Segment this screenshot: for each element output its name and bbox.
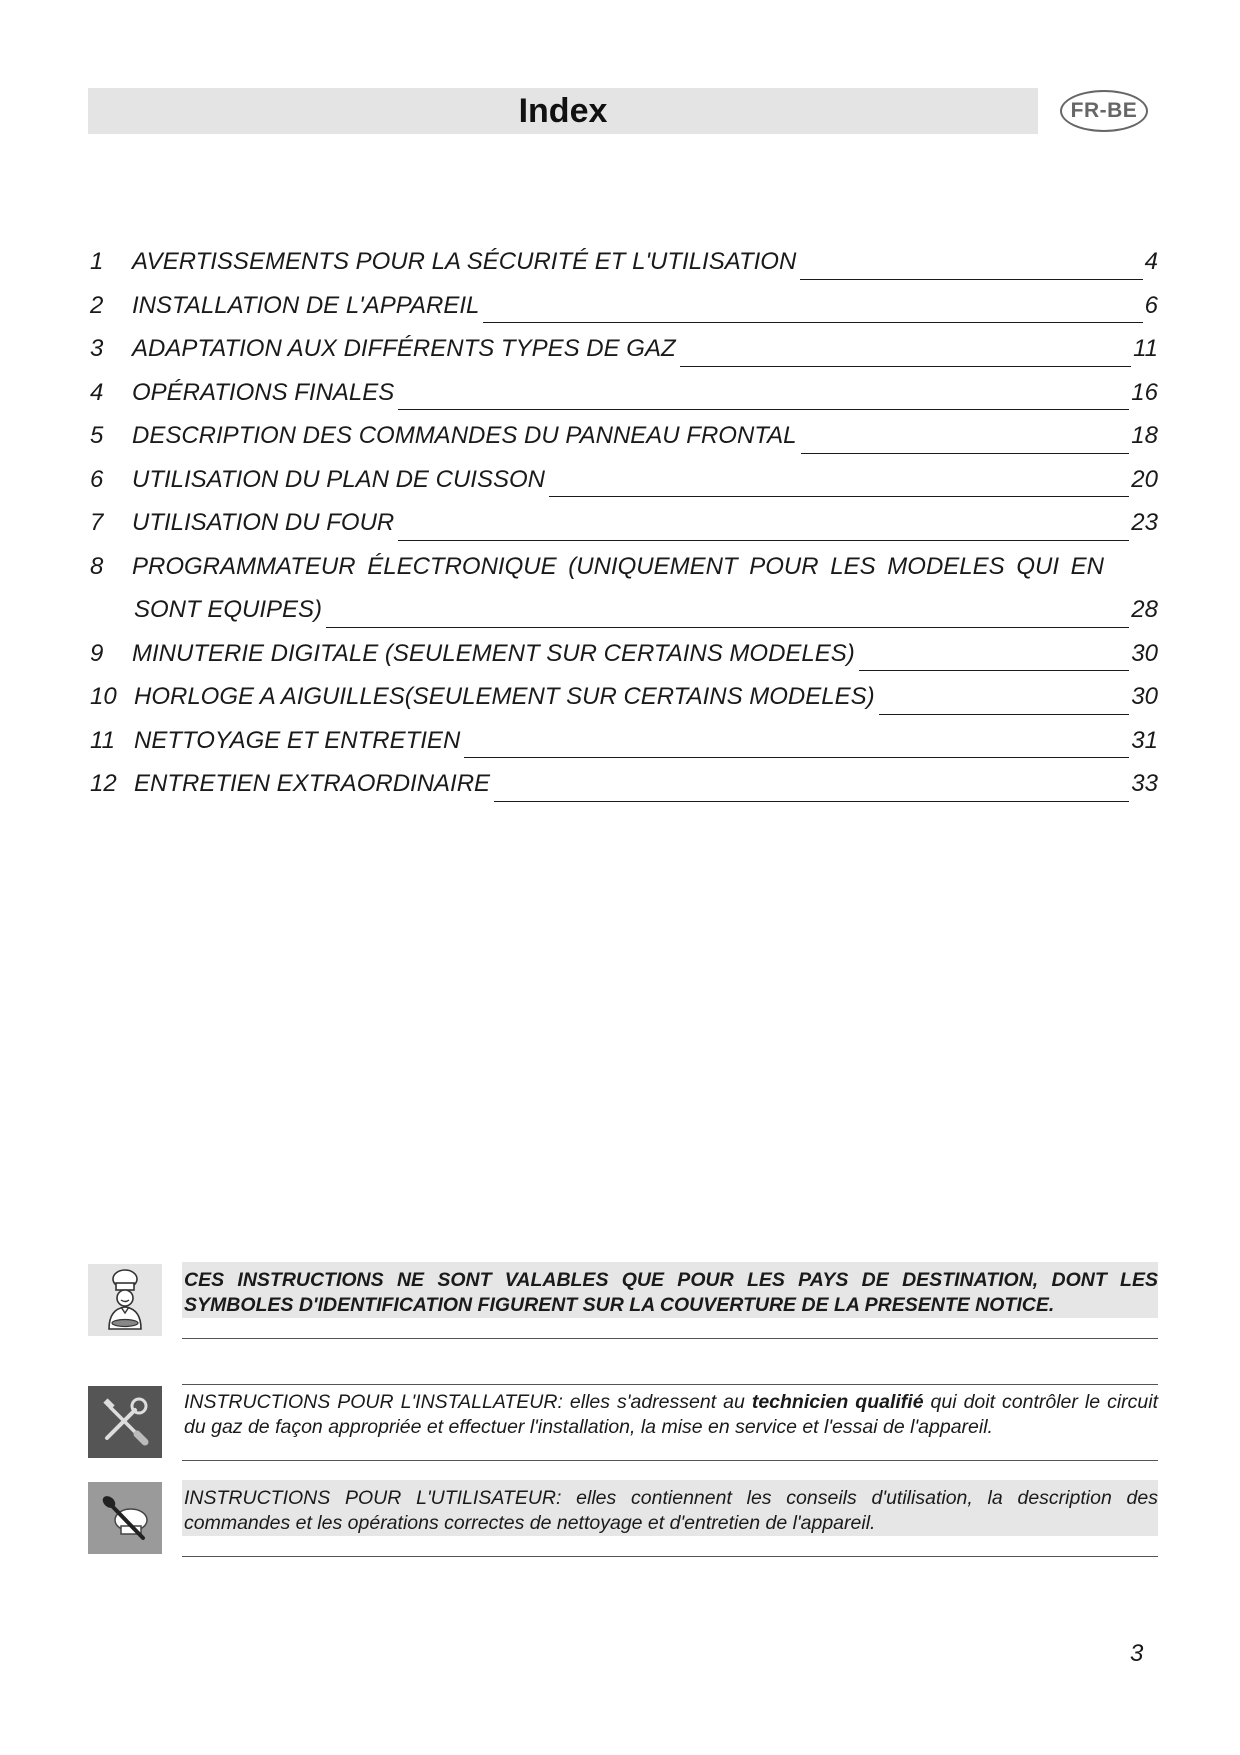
note-destination-text: CES INSTRUCTIONS NE SONT VALABLES QUE POUR LES PAYS DE DESTINATION, DONT LES SYMBOLES D'IDENTIFICATION FIGURENT SUR LA COUVERTURE DE LA PRESENTE NOTICE. [184,1269,1158,1316]
toc-entry-title: HORLOGE A AIGUILLES(SEULEMENT SUR CERTAINS MODELES) [134,683,875,710]
toc-leader-line [879,713,1130,715]
toc-entry[interactable] [90,248,1158,292]
toc-leader-line [483,321,1142,323]
toc-entry-page: 20 [1131,465,1158,493]
spoon-chef-hat-icon [88,1482,162,1554]
toc-entry[interactable] [90,422,1158,466]
note-divider [182,1556,1158,1557]
toc-entry[interactable] [90,379,1158,423]
toc-entry-number: 5 [90,422,104,449]
toc-entry-title: AVERTISSEMENTS POUR LA SÉCURITÉ ET L'UTILISATION [132,248,797,275]
note-installer-text [182,1384,1158,1440]
toc-leader-line [680,365,1131,367]
toc-leader-line [859,669,1130,671]
toc-entry-number: 7 [90,509,104,536]
toc-leader-line [801,452,1130,454]
toc-entry-page: 30 [1131,639,1158,667]
toc-entry[interactable] [90,770,1158,814]
toc-entry-page: 4 [1144,248,1158,275]
toc-entry-number: 10 [90,683,117,710]
toc-leader-line [494,800,1129,802]
note-divider [182,1338,1158,1339]
toc-entry[interactable] [90,466,1158,510]
country-code-badge: FR-BE [1060,90,1148,132]
toc-entry-page: 23 [1131,509,1158,536]
toc-entry-number: 3 [90,335,104,362]
toc-entry-title-continuation: SONT EQUIPES) [134,596,323,623]
toc-entry-title: ADAPTATION AUX DIFFÉRENTS TYPES DE GAZ [132,335,676,362]
toc-entry-number: 12 [90,770,117,797]
toc-entry-title: INSTALLATION DE L'APPAREIL [132,291,480,319]
toc-entry-title: ENTRETIEN EXTRAORDINAIRE [134,770,491,797]
toc-entry[interactable] [90,335,1158,379]
table-of-contents [90,248,1158,814]
toc-entry-number: 11 [90,726,115,754]
note-user-text: INSTRUCTIONS POUR L'UTILISATEUR: elles contiennent les conseils d'utilisation, la description des commandes et les opérations correctes de nettoyage et d'entretien de l'appareil. [184,1487,1158,1534]
toc-leader-line [464,756,1129,758]
title-bar [88,88,1038,134]
toc-entry-title: UTILISATION DU PLAN DE CUISSON [132,465,545,493]
toc-entry-title: NETTOYAGE ET ENTRETIEN [134,726,461,754]
toc-entry[interactable] [90,727,1158,771]
toc-entry-page: 6 [1144,291,1158,319]
page-number: 3 [1130,1640,1144,1667]
note-installer-text-start: INSTRUCTIONS POUR L'INSTALLATEUR: elles s'adressent au [184,1391,752,1413]
toc-entry-page: 18 [1131,422,1158,449]
toc-entry-continuation[interactable] [90,596,1158,640]
toc-entry-title: DESCRIPTION DES COMMANDES DU PANNEAU FRONTAL [132,422,797,449]
toc-entry[interactable] [90,553,1158,597]
toc-entry-number: 8 [90,552,104,580]
toc-entry-number: 4 [90,378,104,406]
note-installer-text-end: qui doit contrôler le circuit du gaz de façon appropriée et effectuer l'installation, la mise en service et l'essai de l'appareil. [184,1391,1158,1438]
toc-entry-page: 28 [1131,596,1158,623]
toc-entry-page: 30 [1131,683,1158,710]
note-user [88,1480,1158,1556]
toc-entry-number: 2 [90,291,104,319]
toc-entry-title: UTILISATION DU FOUR [132,509,395,536]
chef-icon [88,1264,162,1336]
toc-entry-page: 11 [1133,335,1158,362]
toc-entry-number: 9 [90,639,104,667]
toc-entry-title: MINUTERIE DIGITALE (SEULEMENT SUR CERTAINS MODELES) [132,639,855,667]
toc-entry-title: PROGRAMMATEUR ÉLECTRONIQUE (UNIQUEMENT POUR LES MODELES QUI EN [132,552,1104,580]
toc-entry-page: 31 [1131,726,1158,754]
toc-entry-page: 16 [1131,378,1158,406]
note-destination [88,1262,1158,1338]
toc-leader-line [549,495,1129,497]
page-title: Index [518,91,608,130]
note-divider [182,1460,1158,1461]
note-installer [88,1384,1158,1460]
toc-leader-line [398,539,1129,541]
toc-entry[interactable] [90,509,1158,553]
toc-entry-title: OPÉRATIONS FINALES [132,378,395,406]
note-installer-text-emphasis: technicien qualifié [751,1391,924,1413]
toc-entry[interactable] [90,292,1158,336]
toc-leader-line [398,408,1129,410]
toc-leader-line [800,278,1142,280]
toc-entry-number: 1 [90,248,104,275]
toc-leader-line [326,626,1129,628]
toc-entry[interactable] [90,683,1158,727]
toc-entry-number: 6 [90,465,104,493]
toc-entry-page: 33 [1131,770,1158,797]
toc-entry[interactable] [90,640,1158,684]
wrench-screwdriver-icon [88,1386,162,1458]
